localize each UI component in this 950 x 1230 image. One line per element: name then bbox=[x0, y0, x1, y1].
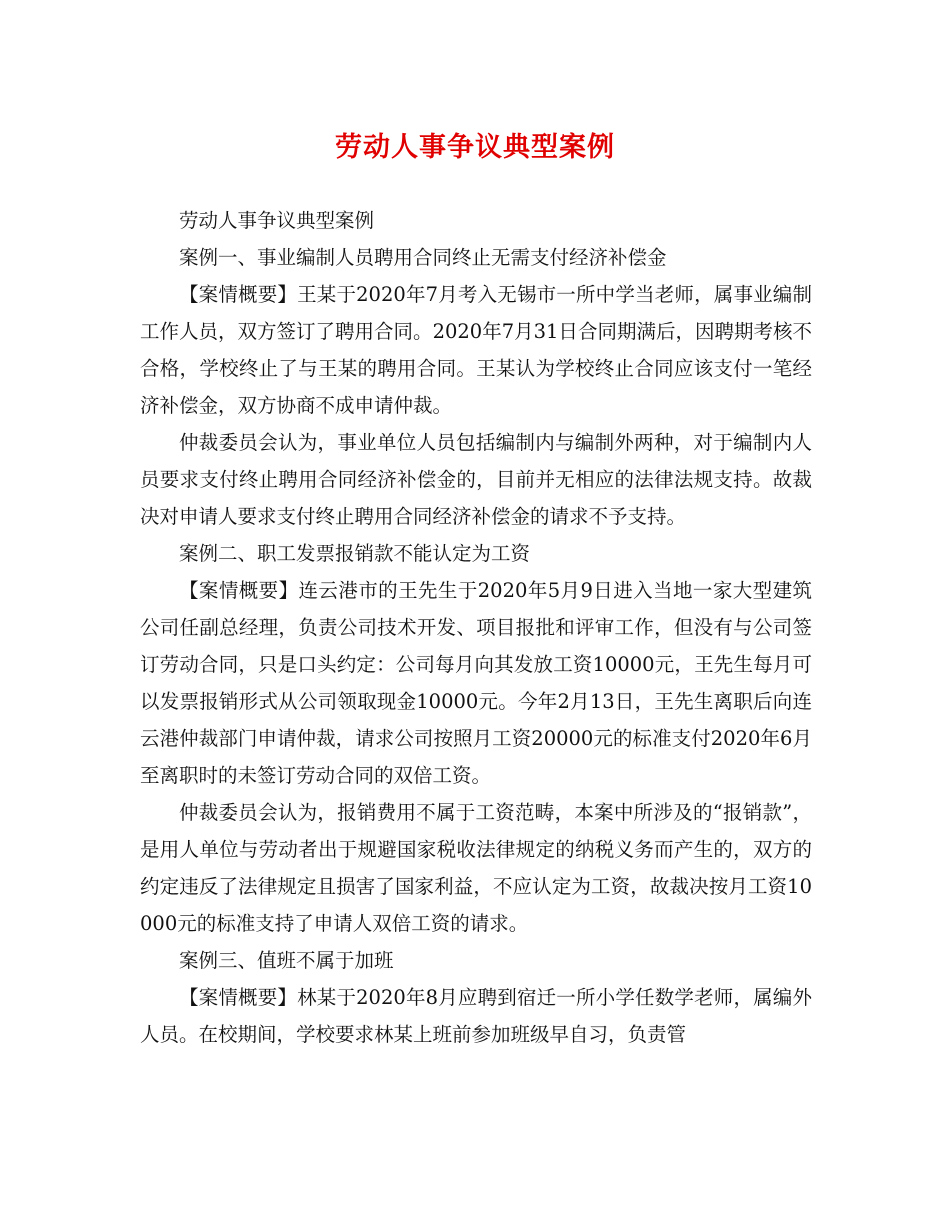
case-two-heading: 案例二、职工发票报销款不能认定为工资 bbox=[179, 542, 531, 565]
case-one-ruling: 仲裁委员会认为，事业单位人员包括编制内与编制外两种，对于编制内人员要求支付终止聘用合同经济补偿金的，目前并无相应的法律法规支持。故裁决对申请人要求支付终止聘用合同经济补偿金的请求不予支持。 bbox=[140, 431, 812, 528]
case-three-heading: 案例三、值班不属于加班 bbox=[179, 949, 394, 972]
paragraph-heading: 劳动人事争议典型案例 bbox=[179, 209, 375, 232]
document-title: 劳动人事争议典型案例 bbox=[335, 132, 615, 163]
case-one-heading: 案例一、事业编制人员聘用合同终止无需支付经济补偿金 bbox=[179, 246, 667, 269]
case-two-ruling: 仲裁委员会认为，报销费用不属于工资范畴，本案中所涉及的“报销款”，是用人单位与劳动者出于规避国家税收法律规定的纳税义务而产生的，双方的约定违反了法律规定且损害了国家利益，不应认定为工资，故裁决按月工资10000元的标准支持了申请人双倍工资的请求。 bbox=[140, 801, 812, 935]
case-two-summary: 【案情概要】连云港市的王先生于2020年5月9日进入当地一家大型建筑公司任副总经理，负责公司技术开发、项目报批和评审工作，但没有与公司签订劳动合同，只是口头约定：公司每月向其发放工资10000元，王先生每月可以发票报销形式从公司领取现金10000元。今年2月13日，王先生离职后向连云港仲裁部门申请仲裁，请求公司按照月工资20000元的标准支付2020年6月至离职时的未签订劳动合同的双倍工资。 bbox=[140, 579, 812, 787]
document-body bbox=[140, 202, 812, 1053]
case-three-summary: 【案情概要】林某于2020年8月应聘到宿迁一所小学任数学老师，属编外人员。在校期间，学校要求林某上班前参加班级早自习，负责管 bbox=[140, 986, 812, 1046]
case-one-summary: 【案情概要】王某于2020年7月考入无锡市一所中学当老师，属事业编制工作人员，双方签订了聘用合同。2020年7月31日合同期满后，因聘期考核不合格，学校终止了与王某的聘用合同。王某认为学校终止合同应该支付一笔经济补偿金，双方协商不成申请仲裁。 bbox=[140, 283, 812, 417]
